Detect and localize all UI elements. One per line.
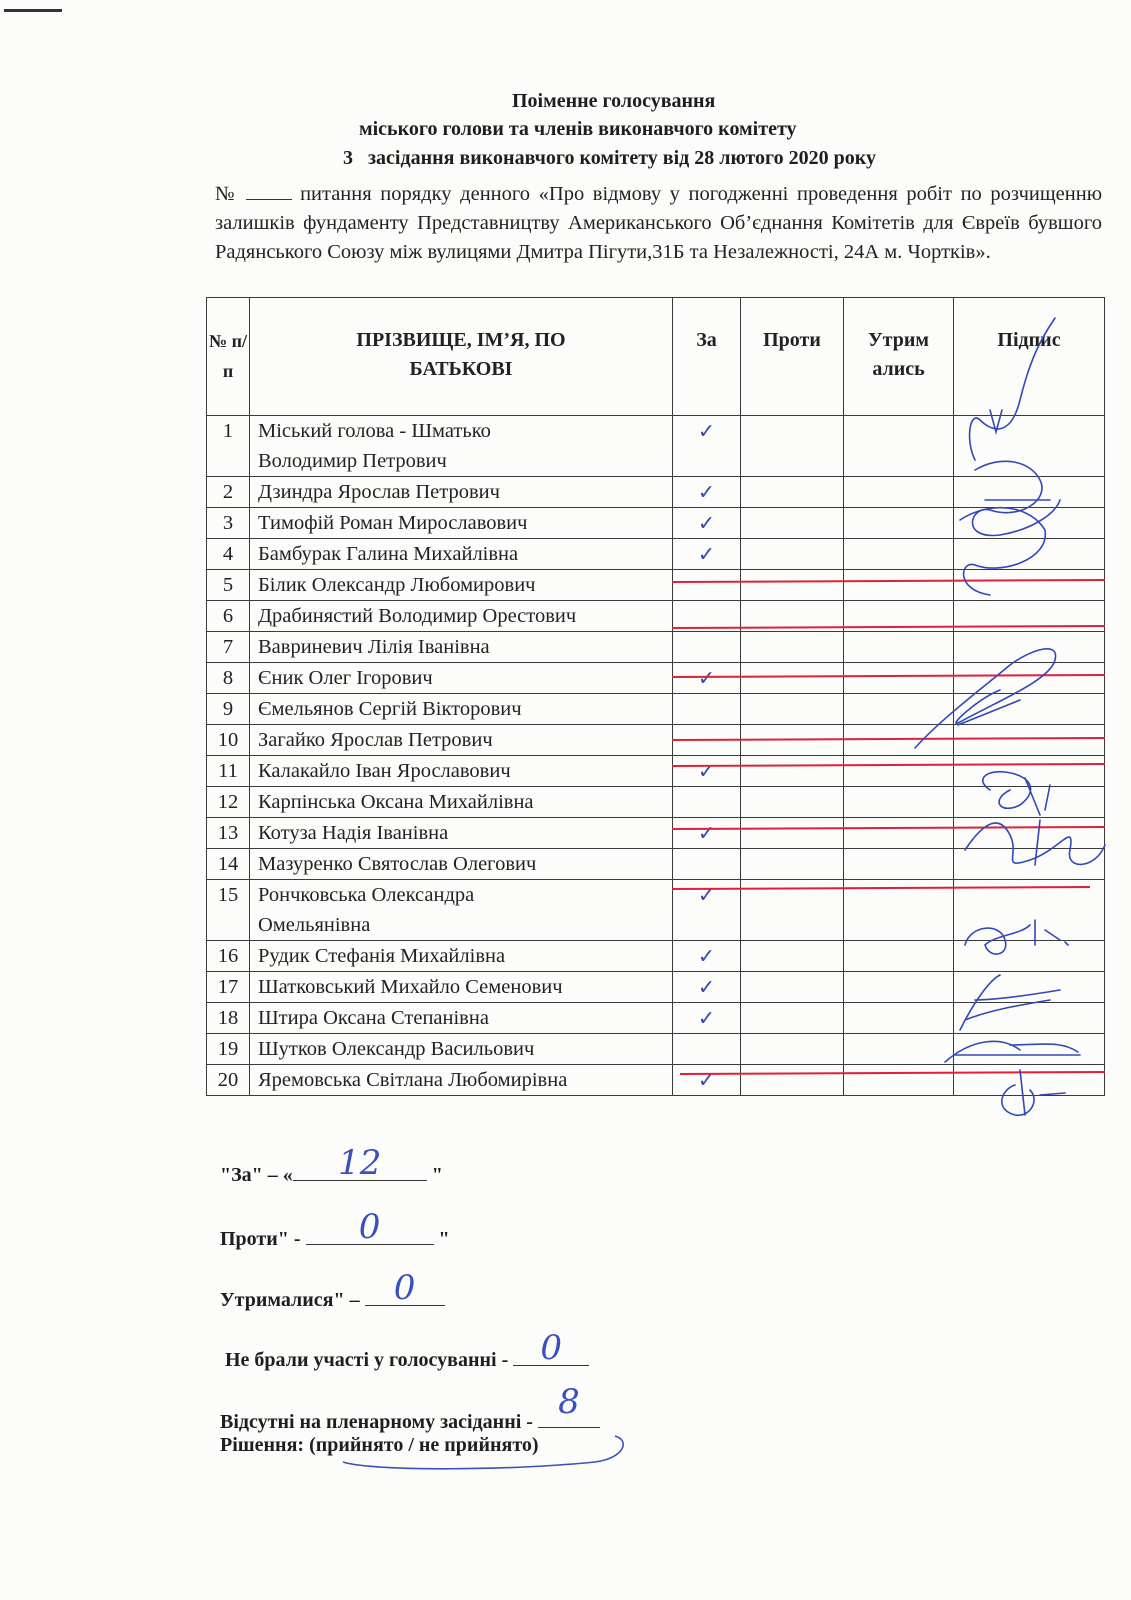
totals-za-close: ": [426, 1164, 443, 1186]
table-row: [207, 570, 1105, 601]
signature-cell: [954, 1065, 1105, 1096]
signature-cell: [954, 477, 1105, 508]
totals-vidsutni-value: 8: [558, 1382, 580, 1422]
vote-za-cell: [673, 1065, 741, 1096]
row-number: 2: [207, 477, 250, 508]
check-mark-icon: ✓: [697, 666, 716, 690]
signature-cell: [954, 508, 1105, 539]
vote-proty-cell: [741, 416, 844, 477]
signature-cell: [954, 818, 1105, 849]
meeting-date-text: засідання виконавчого комітету від 28 лютого 2020 року: [368, 147, 877, 169]
member-name: Міський голова - Шматько Володимир Петрович: [250, 416, 673, 477]
check-mark-icon: ✓: [697, 944, 716, 968]
totals-za: [220, 1143, 443, 1187]
table-row: [207, 1003, 1105, 1034]
row-number: 1: [207, 416, 250, 477]
vote-proty-cell: [741, 632, 844, 663]
member-name: Дзиндра Ярослав Петрович: [250, 477, 673, 508]
totals-za-blank: [293, 1143, 427, 1183]
vote-proty-cell: [741, 756, 844, 787]
check-mark-icon: ✓: [697, 975, 716, 999]
row-number: 20: [207, 1065, 250, 1096]
vote-za-cell: [673, 508, 741, 539]
signature-cell: [954, 1003, 1105, 1034]
member-name: Котуза Надія Іванівна: [250, 818, 673, 849]
member-name: Ємельянов Сергій Вікторович: [250, 694, 673, 725]
totals-proty-blank: [306, 1207, 434, 1247]
header-num: № п/п: [207, 298, 250, 416]
member-name: Бамбурак Галина Михайлівна: [250, 539, 673, 570]
signature-cell: [954, 725, 1105, 756]
vote-utrym-cell: [844, 941, 954, 972]
table-row: [207, 787, 1105, 818]
table-row: [207, 880, 1105, 941]
vote-utrym-cell: [844, 818, 954, 849]
signature-cell: [954, 632, 1105, 663]
vote-za-cell: [673, 818, 741, 849]
row-number: 18: [207, 1003, 250, 1034]
signature-cell: [954, 570, 1105, 601]
member-name: Драбинястий Володимир Орестович: [250, 601, 673, 632]
totals-proty-value: 0: [358, 1207, 381, 1247]
document-title: Поіменне голосування: [512, 90, 716, 112]
header-name: ПРІЗВИЩЕ, ІМ’Я, ПО БАТЬКОВІ: [250, 298, 673, 416]
row-number: 6: [207, 601, 250, 632]
row-number: 9: [207, 694, 250, 725]
vote-utrym-cell: [844, 539, 954, 570]
totals-proty-label: Проти" -: [220, 1228, 306, 1250]
table-row: [207, 477, 1105, 508]
vote-proty-cell: [741, 941, 844, 972]
agenda-number-blank: [246, 183, 292, 200]
totals-ne-braly-value: 0: [540, 1328, 563, 1368]
header-za: За: [673, 298, 741, 416]
vote-proty-cell: [741, 570, 844, 601]
signature-cell: [954, 694, 1105, 725]
vote-table: [206, 297, 1105, 1096]
totals-utrym-blank: [365, 1268, 445, 1308]
vote-proty-cell: [741, 1034, 844, 1065]
header-proty: Проти: [741, 298, 844, 416]
vote-za-cell: [673, 972, 741, 1003]
vote-za-cell: [673, 849, 741, 880]
row-number: 11: [207, 756, 250, 787]
vote-utrym-cell: [844, 477, 954, 508]
table-row: [207, 849, 1105, 880]
member-name: Калакайло Іван Ярославович: [250, 756, 673, 787]
table-row: [207, 539, 1105, 570]
totals-utrym: [220, 1268, 445, 1312]
totals-utrym-value: 0: [393, 1268, 416, 1308]
member-name: Тимофій Роман Мирославович: [250, 508, 673, 539]
member-name: Яремовська Світлана Любомирівна: [250, 1065, 673, 1096]
vote-proty-cell: [741, 694, 844, 725]
row-number: 14: [207, 849, 250, 880]
document-subtitle: міського голови та членів виконавчого комітету: [359, 118, 797, 140]
signature-cell: [954, 1034, 1105, 1065]
vote-proty-cell: [741, 725, 844, 756]
vote-utrym-cell: [844, 694, 954, 725]
vote-za-cell: [673, 601, 741, 632]
table-row: [207, 416, 1105, 477]
vote-za-cell: [673, 539, 741, 570]
vote-utrym-cell: [844, 849, 954, 880]
vote-utrym-cell: [844, 880, 954, 941]
totals-vidsutni-blank: [538, 1382, 600, 1428]
totals-vidsutni: [220, 1382, 600, 1434]
member-name: Рудик Стефанія Михайлівна: [250, 941, 673, 972]
totals-utrym-label: Утрималися" –: [220, 1289, 365, 1311]
vote-proty-cell: [741, 849, 844, 880]
table-row: [207, 1065, 1105, 1096]
vote-za-cell: [673, 694, 741, 725]
agenda-item: [215, 180, 1102, 267]
vote-utrym-cell: [844, 972, 954, 1003]
signature-cell: [954, 941, 1105, 972]
vote-za-cell: [673, 477, 741, 508]
totals-ne-braly: [225, 1328, 589, 1372]
table-row: [207, 972, 1105, 1003]
vote-utrym-cell: [844, 508, 954, 539]
row-number: 4: [207, 539, 250, 570]
vote-za-cell: [673, 1034, 741, 1065]
decision-line: Рішення: (прийнято / не прийнято): [220, 1434, 539, 1456]
member-name: Загайко Ярослав Петрович: [250, 725, 673, 756]
totals-vidsutni-label: Відсутні на пленарному засіданні -: [220, 1411, 538, 1433]
vote-utrym-cell: [844, 756, 954, 787]
row-number: 13: [207, 818, 250, 849]
table-row: [207, 818, 1105, 849]
vote-utrym-cell: [844, 787, 954, 818]
check-mark-icon: ✓: [697, 480, 716, 504]
row-number: 5: [207, 570, 250, 601]
member-name: Мазуренко Святослав Олегович: [250, 849, 673, 880]
vote-za-cell: [673, 880, 741, 941]
vote-za-cell: [673, 725, 741, 756]
member-name: Вавриневич Лілія Іванівна: [250, 632, 673, 663]
table-row: [207, 508, 1105, 539]
row-number: 16: [207, 941, 250, 972]
vote-proty-cell: [741, 539, 844, 570]
row-number: 12: [207, 787, 250, 818]
vote-proty-cell: [741, 663, 844, 694]
vote-za-cell: [673, 787, 741, 818]
totals-proty-close: ": [433, 1228, 450, 1250]
check-mark-icon: ✓: [697, 883, 716, 907]
vote-za-cell: [673, 570, 741, 601]
meeting-line: [343, 147, 876, 170]
vote-utrym-cell: [844, 1034, 954, 1065]
vote-utrym-cell: [844, 416, 954, 477]
agenda-item-text: питання порядку денного «Про відмову у погодженні проведення робіт по розчищенню залишків фундаменту Представництву Американського Об’єднання Комітетів для Євреїв бувшого Радянського Союзу між вулицями Дмитра Пігути,31Б та Незалежності, 24А м. Чортків».: [215, 183, 1103, 263]
vote-za-cell: [673, 416, 741, 477]
member-name: Єник Олег Ігорович: [250, 663, 673, 694]
check-mark-icon: ✓: [697, 1006, 716, 1030]
member-name: Рончковська Олександра Омельянівна: [250, 880, 673, 941]
vote-proty-cell: [741, 508, 844, 539]
table-row: [207, 1034, 1105, 1065]
signature-cell: [954, 539, 1105, 570]
row-number: 7: [207, 632, 250, 663]
member-name: Шатковський Михайло Семенович: [250, 972, 673, 1003]
check-mark-icon: ✓: [697, 542, 716, 566]
vote-proty-cell: [741, 601, 844, 632]
totals-za-value: 12: [338, 1143, 382, 1183]
totals-za-label: "За" – «: [220, 1164, 293, 1186]
table-row: [207, 941, 1105, 972]
vote-utrym-cell: [844, 663, 954, 694]
vote-utrym-cell: [844, 1065, 954, 1096]
member-name: Білик Олександр Любомирович: [250, 570, 673, 601]
check-mark-icon: ✓: [697, 419, 716, 443]
row-number: 15: [207, 880, 250, 941]
vote-za-cell: [673, 941, 741, 972]
check-mark-icon: ✓: [697, 511, 716, 535]
check-mark-icon: ✓: [697, 759, 716, 783]
vote-proty-cell: [741, 880, 844, 941]
table-row: [207, 756, 1105, 787]
table-row: [207, 725, 1105, 756]
vote-proty-cell: [741, 972, 844, 1003]
signature-cell: [954, 849, 1105, 880]
member-name: Шутков Олександр Васильович: [250, 1034, 673, 1065]
header-utrym: Утрим ались: [844, 298, 954, 416]
vote-za-cell: [673, 663, 741, 694]
member-name: Карпінська Оксана Михайлівна: [250, 787, 673, 818]
row-number: 3: [207, 508, 250, 539]
row-number: 19: [207, 1034, 250, 1065]
table-row: [207, 663, 1105, 694]
meeting-number: 3: [343, 147, 353, 169]
corner-scan-mark: [4, 9, 62, 12]
vote-proty-cell: [741, 787, 844, 818]
totals-ne-braly-label: Не брали участі у голосуванні -: [225, 1349, 514, 1371]
table-row: [207, 632, 1105, 663]
signature-cell: [954, 416, 1105, 477]
header-pidpys: Підпис: [954, 298, 1105, 416]
vote-za-cell: [673, 1003, 741, 1034]
vote-utrym-cell: [844, 570, 954, 601]
check-mark-icon: ✓: [697, 1068, 716, 1092]
table-row: [207, 694, 1105, 725]
vote-proty-cell: [741, 1003, 844, 1034]
vote-utrym-cell: [844, 632, 954, 663]
check-mark-icon: ✓: [697, 821, 716, 845]
member-name: Штира Оксана Степанівна: [250, 1003, 673, 1034]
agenda-number-sign: №: [215, 183, 239, 205]
signature-cell: [954, 787, 1105, 818]
vote-utrym-cell: [844, 1003, 954, 1034]
table-row: [207, 601, 1105, 632]
row-number: 8: [207, 663, 250, 694]
signature-cell: [954, 601, 1105, 632]
row-number: 10: [207, 725, 250, 756]
signature-cell: [954, 756, 1105, 787]
vote-utrym-cell: [844, 725, 954, 756]
vote-proty-cell: [741, 1065, 844, 1096]
vote-za-cell: [673, 632, 741, 663]
signature-cell: [954, 880, 1105, 941]
totals-ne-braly-blank: [513, 1328, 589, 1368]
vote-proty-cell: [741, 818, 844, 849]
totals-proty: [220, 1207, 450, 1251]
vote-proty-cell: [741, 477, 844, 508]
vote-utrym-cell: [844, 601, 954, 632]
signature-cell: [954, 972, 1105, 1003]
signature-cell: [954, 663, 1105, 694]
vote-za-cell: [673, 756, 741, 787]
row-number: 17: [207, 972, 250, 1003]
